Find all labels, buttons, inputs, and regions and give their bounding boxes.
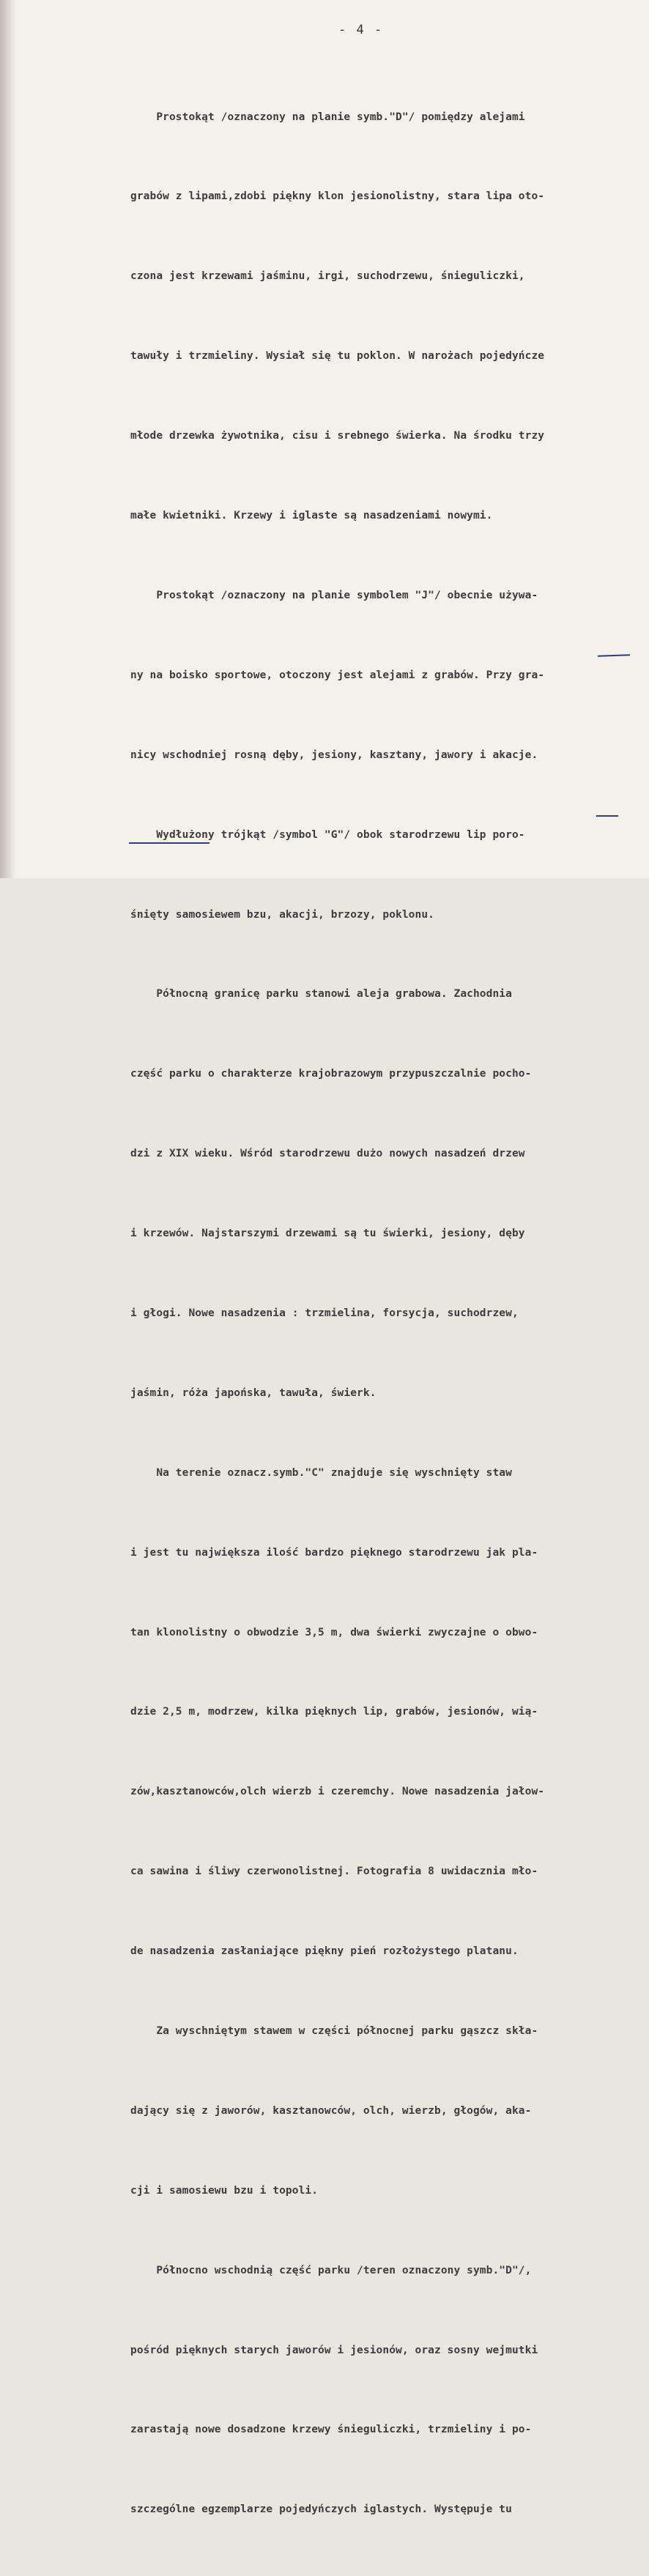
text-line: Północno wschodnią część parku /teren oznaczony symb."D"/,	[130, 2264, 532, 2276]
pen-strikethrough	[129, 842, 209, 844]
page-edge-shadow	[0, 0, 16, 878]
text-line: część parku o charakterze krajobrazowym przypuszczalnie pocho-	[130, 1068, 532, 1080]
text-line: czona jest krzewami jaśminu, irgi, suchodrzewu, śnieguliczki,	[130, 270, 525, 283]
text-line: zów,kasztanowców,olch wierzb i czeremchy. Nowe nasadzenia jałow-	[130, 1786, 545, 1798]
text-line: ca sawina i śliwy czerwonolistnej. Fotografia 8 uwidacznia mło-	[130, 1866, 538, 1878]
text-line: młode drzewka żywotnika, cisu i srebnego świerka. Na środku trzy	[130, 430, 545, 442]
text-line: jaśmin, róża japońska, tawuła, świerk.	[130, 1387, 377, 1399]
text-line: Za wyschniętym stawem w części północnej parku gąszcz skła-	[130, 2024, 538, 2037]
text-line: śnięty samosiewem bzu, akacji, brzozy, poklonu.	[130, 908, 434, 921]
text-line: Wydłużony trójkąt /symbol "G"/ obok starodrzewu lip poro-	[130, 828, 525, 841]
text-line: małe kwietniki. Krzewy i iglaste są nasadzeniami nowymi.	[130, 510, 493, 522]
text-line: ny na boisko sportowe, otoczony jest alejami z grabów. Przy gra-	[130, 669, 545, 681]
text-line: zarastają nowe dosadzone krzewy śnieguliczki, trzmieliny i po-	[130, 2424, 532, 2436]
text-line: Prostokąt /oznaczony na planie symbolem "J"/ obecnie używa-	[130, 589, 538, 601]
text-line: i jest tu największa ilość bardzo pięknego starodrzewu jak pla-	[130, 1546, 538, 1559]
text-line: dzi z XIX wieku. Wśród starodrzewu dużo nowych nasadzeń drzew	[130, 1148, 525, 1160]
text-line: szczególne egzemplarze pojedyńczych iglastych. Występuje tu	[130, 2503, 512, 2516]
text-line: pośród pięknych starych jaworów i jesionów, oraz sosny wejmutki	[130, 2344, 538, 2356]
text-line: grabów z lipami,zdobi piękny klon jesionolistny, stara lipa oto-	[130, 190, 545, 203]
text-line: Prostokąt /oznaczony na planie symb."D"/ pomiędzy alejami	[130, 111, 525, 123]
text-line: i krzewów. Najstarszymi drzewami są tu świerki, jesiony, dęby	[130, 1228, 525, 1240]
text-line: i głogi. Nowe nasadzenia : trzmielina, forsycja, suchodrzew,	[130, 1307, 519, 1319]
text-line: dający się z jaworów, kasztanowców, olch, wierzb, głogów, aka-	[130, 2104, 532, 2117]
text-line: Na terenie oznacz.symb."C" znajduje się wyschnięty staw	[130, 1466, 512, 1479]
text-line: de nasadzenia zasłaniające piękny pień rozłożystego platanu.	[130, 1945, 519, 1958]
page-number: - 4 -	[338, 23, 384, 37]
pen-strikethrough	[596, 815, 618, 817]
text-line: cji i samosiewu bzu i topoli.	[130, 2184, 319, 2197]
text-line: tawuły i trzmieliny. Wysiał się tu poklon. W narożach pojedyńcze	[130, 350, 545, 363]
text-line: nicy wschodniej rosną dęby, jesiony, kasztany, jawory i akacje.	[130, 749, 538, 761]
typewritten-body	[130, 51, 643, 2576]
text-line: dzie 2,5 m, modrzew, kilka pięknych lip, grabów, jesionów, wią-	[130, 1706, 538, 1718]
text-line: tan klonolistny o obwodzie 3,5 m, dwa świerki zwyczajne o obwo-	[130, 1626, 538, 1638]
text-line: Północną granicę parku stanowi aleja grabowa. Zachodnia	[130, 988, 512, 1001]
